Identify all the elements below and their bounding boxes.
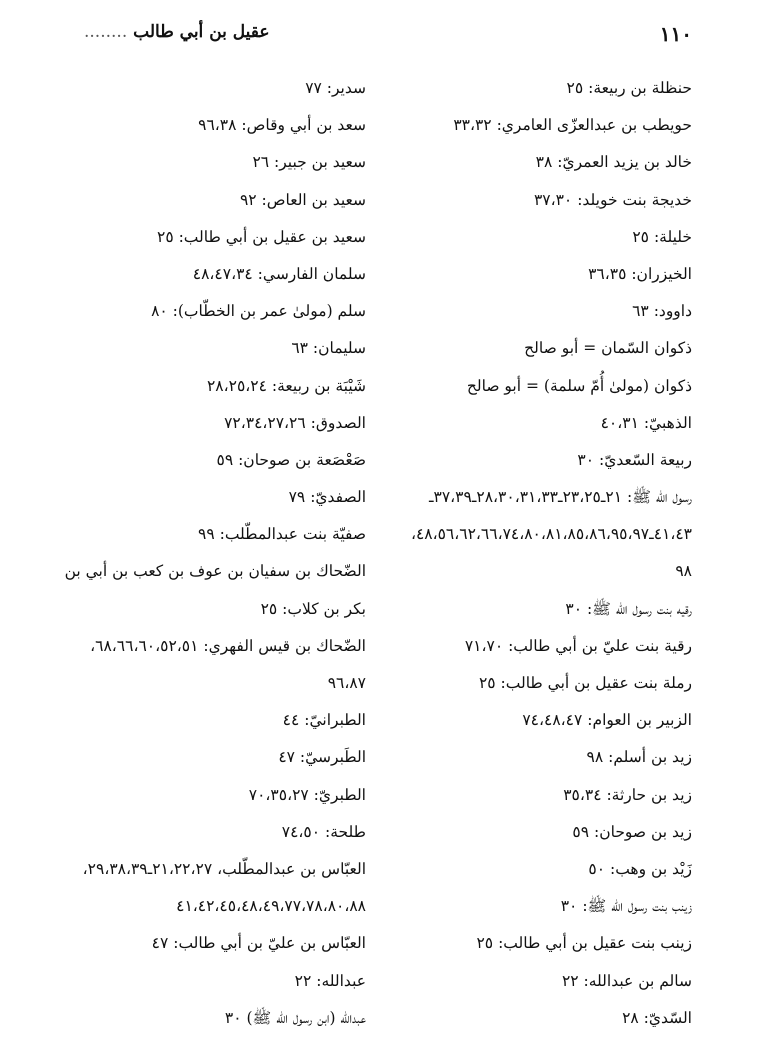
index-entry: زينب بنت رسول الله ﷺ: ٣٠: [560, 897, 692, 916]
index-entry: سعيد بن العاص: ٩٢: [239, 190, 366, 209]
index-entry: سعيد بن عقيل بن أبي طالب: ٢٥: [157, 227, 366, 246]
index-entry: حنظلة بن ربيعة: ٢٥: [566, 79, 692, 97]
index-entry: زَيْد بن وهب: ٥٠: [588, 859, 692, 878]
index-entry: زيد بن حارثة: ٣٥،٣٤: [563, 785, 692, 804]
index-entry: الصدوق: ٧٢،٣٤،٢٧،٢٦: [224, 413, 366, 432]
index-entry: العبّاس بن عليّ بن أبي طالب: ٤٧: [151, 934, 366, 953]
index-entry: الطَبرسيّ: ٤٧: [278, 748, 366, 767]
index-entry: العبّاس بن عبدالمطّلب، ٢١،٢٢،٢٧ـ٢٩،٣٨،٣٩،: [82, 859, 366, 878]
index-entry: الزبير بن العوام: ٧٤،٤٨،٤٧: [522, 711, 692, 730]
index-entry: عبدالله (ابن رسول الله ﷺ) ٣٠: [224, 1008, 366, 1027]
index-entry: سلم (مولىٰ عمر بن الخطّاب): ٨٠: [151, 302, 366, 321]
index-entry: السّديّ: ٢٨: [622, 1008, 692, 1027]
index-entry: الضّحاك بن سفيان بن عوف بن كعب بن أبي بن: [64, 562, 366, 581]
index-entry: سالم بن عبدالله: ٢٢: [561, 971, 692, 990]
index-column-left: [36, 70, 366, 1037]
index-entry: زيد بن صوحان: ٥٩: [572, 822, 692, 841]
index-entry: سعد بن أبي وقاص: ٩٦،٣٨: [198, 116, 366, 135]
page-header: [78, 22, 692, 52]
index-entry: خديجة بنت خويلد: ٣٧،٣٠: [533, 190, 692, 209]
index-entry: بكر بن كلاب: ٢٥: [260, 599, 366, 618]
index-entry: زيد بن أسلم: ٩٨: [586, 748, 692, 767]
index-entry: الخيزران: ٣٦،٣٥: [588, 264, 692, 283]
index-entry: عبدالله: ٢٢: [294, 971, 366, 990]
index-entry: الضّحاك بن قيس الفهري: ٦٨،٦٦،٦٠،٥٢،٥١،: [90, 636, 366, 655]
index-entry: الطبريّ: ٧٠،٣٥،٢٧: [248, 785, 366, 804]
index-entry: ٩٦،٨٧: [327, 674, 366, 692]
index-entry: طلحة: ٧٤،٥٠: [281, 822, 366, 841]
index-entry: رملة بنت عقيل بن أبي طالب: ٢٥: [478, 674, 692, 692]
index-entry: شَيْبَة بن ربيعة: ٢٨،٢٥،٢٤: [206, 376, 366, 395]
index-entry: خالد بن يزيد العمريّ: ٣٨: [535, 153, 692, 172]
index-entry: صفيّة بنت عبدالمطّلب: ٩٩: [198, 525, 366, 544]
index-entry: حويطب بن عبدالعزّى العامري: ٣٣،٣٢: [453, 116, 692, 135]
index-entry: سعيد بن جبير: ٢٦: [252, 153, 366, 172]
index-entry: الطبرانيّ: ٤٤: [282, 711, 366, 730]
index-entry: ذكوان السّمان = أبو صالح: [524, 339, 692, 358]
index-entry: سليمان: ٦٣: [291, 339, 366, 358]
index-entry: زينب بنت عقيل بن أبي طالب: ٢٥: [476, 934, 692, 953]
index-column-right: [402, 70, 692, 1037]
running-title: [78, 22, 270, 42]
index-entry: الصفديّ: ٧٩: [288, 488, 366, 507]
index-entry: ربيعة السّعديّ: ٣٠: [577, 450, 692, 469]
index-entry: سدير: ٧٧: [305, 79, 366, 97]
index-entry: رقيه بنت رسول الله ﷺ: ٣٠: [565, 599, 692, 618]
index-entry: الذهبيّ: ٤٠،٣١: [600, 413, 692, 432]
index-entry: داوود: ٦٣: [632, 302, 692, 321]
index-entry: ٩٨: [675, 562, 692, 581]
index-entry: ذكوان (مولىٰ أُمّ سلمة) = أبو صالح: [466, 376, 692, 395]
running-title-dots: ........: [84, 22, 128, 42]
index-entry: رسول الله ﷺ: ٢١ـ٢٣،٢٥ـ٢٨،٣٠،٣١،٣٣ـ٣٧،٣٩ـ: [428, 488, 692, 507]
index-entry: سلمان الفارسي: ٤٨،٤٧،٣٤: [192, 264, 366, 283]
index-entry: خليلة: ٢٥: [632, 227, 692, 246]
running-title-text: عقيل بن أبي طالب: [133, 22, 270, 42]
index-entry: رقية بنت عليّ بن أبي طالب: ٧١،٧٠: [464, 636, 692, 655]
index-entry: صَعْصَعة بن صوحان: ٥٩: [216, 450, 366, 469]
index-entry: ٤١،٤٣ـ٤٨،٥٦،٦٢،٦٦،٧٤،٨٠،٨١،٨٥،٨٦،٩٥،٩٧،: [410, 525, 692, 544]
page-number: ١١٠: [659, 22, 692, 46]
index-entry: ٤١،٤٢،٤٥،٤٨،٤٩،٧٧،٧٨،٨٠،٨٨: [176, 897, 366, 916]
